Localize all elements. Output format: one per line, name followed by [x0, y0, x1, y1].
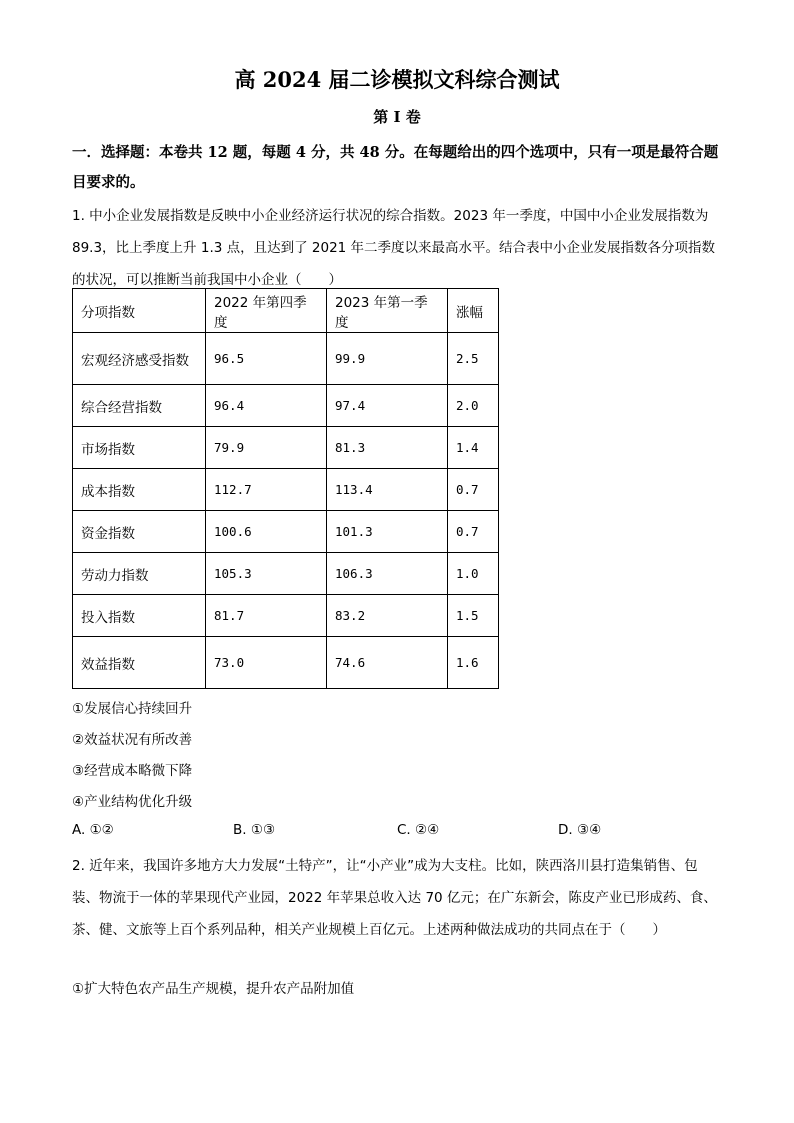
option-statement: ③经营成本略微下降 — [72, 763, 193, 779]
table-row — [73, 595, 499, 637]
table-cell: 83.2 — [327, 595, 448, 637]
table-cell: 0.7 — [448, 469, 499, 511]
table-row — [73, 511, 499, 553]
question-1-options — [72, 694, 724, 818]
question-1-stem: 1. 中小企业发展指数是反映中小企业经济运行状况的综合指数。2023 年一季度，中国中小企业发展指数为 89.3，比上季度上升 1.3 点，且达到了 2021 年二季度以来最高水平。结合表中小企业发展指数各分项指数的状况，可以推断当前我国中小企业（ ） — [72, 208, 716, 288]
question-2-stem: 2. 近年来，我国许多地方大力发展“土特产”，让“小产业”成为大支柱。比如，陕西洛川县打造集销售、包装、物流于一体的苹果现代产业园，2022 年苹果总收入达 70 亿元；在广东新会，陈皮产业已形成药、食、茶、健、文旅等上百个系列品种，相关产业规模上百亿元。上述两种做法成功的共同点在于（ ） — [72, 858, 717, 938]
table-header-cell: 涨幅 — [448, 289, 499, 333]
table-cell: 99.9 — [327, 333, 448, 385]
table-cell: 97.4 — [327, 385, 448, 427]
table-row — [73, 333, 499, 385]
volume-subtitle: 第 I 卷 — [373, 108, 421, 126]
table-cell: 96.4 — [206, 385, 327, 427]
table-cell: 1.6 — [448, 637, 499, 689]
choice-d[interactable]: D. ③④ — [558, 822, 602, 838]
table-cell: 0.7 — [448, 511, 499, 553]
table-cell: 101.3 — [327, 511, 448, 553]
table-cell: 73.0 — [206, 637, 327, 689]
table-cell: 112.7 — [206, 469, 327, 511]
table-cell: 106.3 — [327, 553, 448, 595]
choice-b[interactable]: B. ①③ — [233, 822, 276, 838]
question-2-options — [72, 974, 724, 1004]
option-statement: ②效益状况有所改善 — [72, 732, 193, 748]
index-table — [72, 288, 499, 689]
option-statement: ①扩大特色农产品生产规模，提升农产品附加值 — [72, 981, 355, 997]
table-row — [73, 427, 499, 469]
table-cell: 100.6 — [206, 511, 327, 553]
table-cell: 2.5 — [448, 333, 499, 385]
table-cell: 宏观经济感受指数 — [73, 333, 206, 385]
table-header-row — [73, 289, 499, 333]
table-row — [73, 637, 499, 689]
table-cell: 综合经营指数 — [73, 385, 206, 427]
table-cell: 市场指数 — [73, 427, 206, 469]
document-title: 高 2024 届二诊模拟文科综合测试 — [234, 67, 560, 92]
table-cell: 成本指数 — [73, 469, 206, 511]
table-cell: 105.3 — [206, 553, 327, 595]
option-statement: ④产业结构优化升级 — [72, 794, 193, 810]
table-cell: 投入指数 — [73, 595, 206, 637]
table-cell: 资金指数 — [73, 511, 206, 553]
table-row — [73, 553, 499, 595]
table-cell: 效益指数 — [73, 637, 206, 689]
question-1-choices — [72, 818, 724, 844]
choice-a[interactable]: A. ①② — [72, 822, 114, 838]
table-cell: 79.9 — [206, 427, 327, 469]
table-cell: 2.0 — [448, 385, 499, 427]
table-cell: 1.5 — [448, 595, 499, 637]
table-cell: 1.4 — [448, 427, 499, 469]
table-header-cell: 2022 年第四季度 — [206, 289, 327, 333]
table-row — [73, 385, 499, 427]
table-cell: 113.4 — [327, 469, 448, 511]
table-cell: 81.7 — [206, 595, 327, 637]
table-header-cell: 分项指数 — [73, 289, 206, 333]
table-row — [73, 469, 499, 511]
table-cell: 74.6 — [327, 637, 448, 689]
section-heading: 一．选择题：本卷共 12 题，每题 4 分，共 48 分。在每题给出的四个选项中，只有一项是最符合题目要求的。 — [72, 144, 719, 191]
choice-c[interactable]: C. ②④ — [397, 822, 440, 838]
table-cell: 1.0 — [448, 553, 499, 595]
option-statement: ①发展信心持续回升 — [72, 701, 193, 717]
table-cell: 81.3 — [327, 427, 448, 469]
table-cell: 96.5 — [206, 333, 327, 385]
table-cell: 劳动力指数 — [73, 553, 206, 595]
table-header-cell: 2023 年第一季度 — [327, 289, 448, 333]
